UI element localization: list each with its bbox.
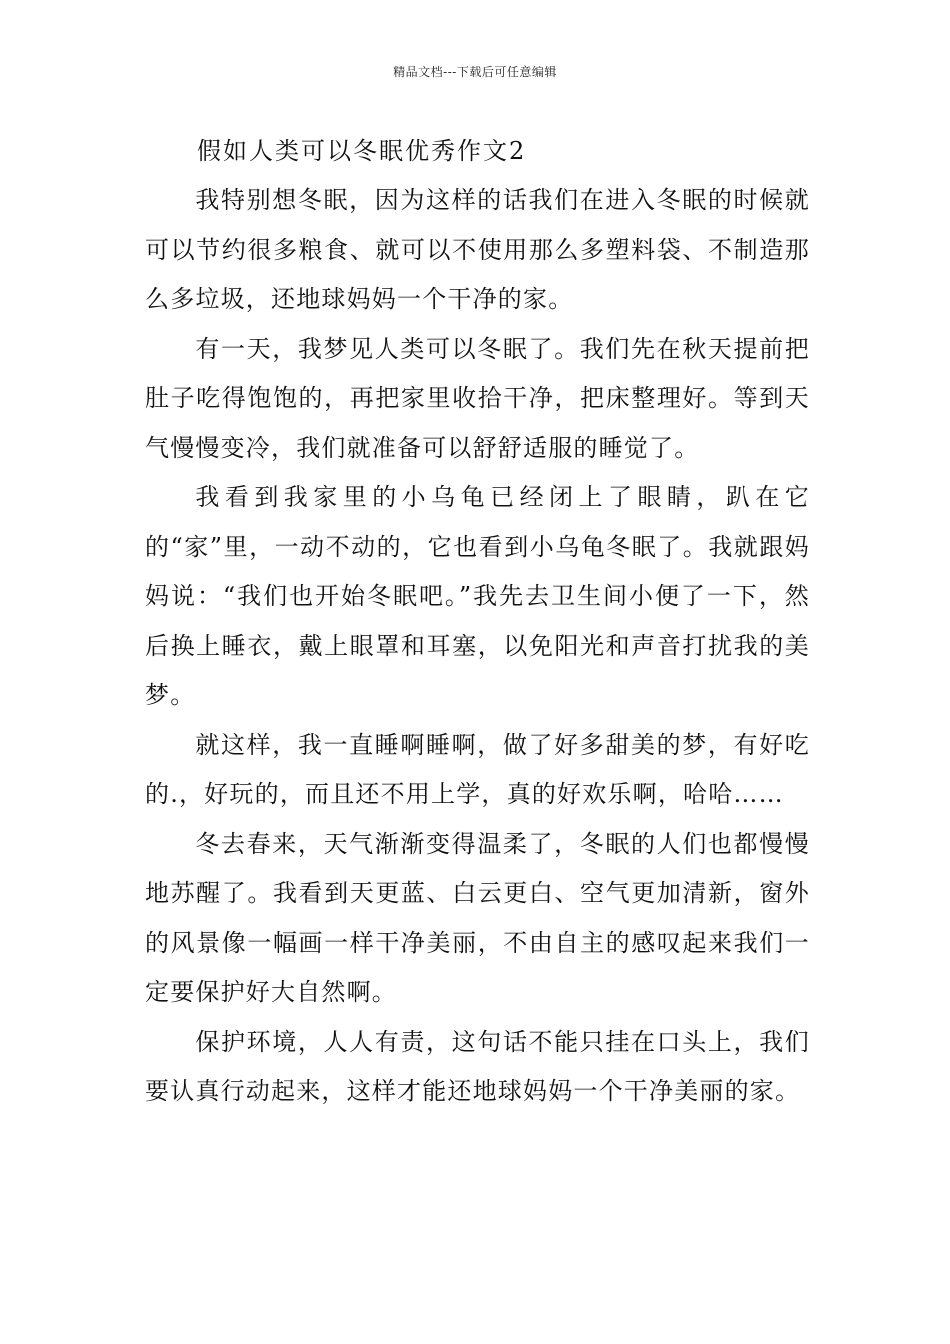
article-body bbox=[145, 126, 810, 1117]
paragraph-2: 有一天，我梦见人类可以冬眠了。我们先在秋天提前把肚子吃得饱饱的，再把家里收拾干净，把床整理好。等到天气慢慢变冷，我们就准备可以舒舒适服的睡觉了。 bbox=[145, 334, 810, 462]
paragraph-1: 我特别想冬眠，因为这样的话我们在进入冬眠的时候就可以节约很多粮食、就可以不使用那么多塑料袋、不制造那么多垃圾，还地球妈妈一个干净的家。 bbox=[145, 186, 810, 313]
paragraph-6: 保护环境，人人有责，这句话不能只挂在口头上，我们要认真行动起来，这样才能还地球妈妈一个干净美丽的家。 bbox=[145, 1027, 810, 1105]
paragraph-3: 我看到我家里的小乌龟已经闭上了眼睛，趴在它的“家”里，一动不动的，它也看到小乌龟冬眠了。我就跟妈妈说：“我们也开始冬眠吧。”我先去卫生间小便了一下，然后换上睡衣，戴上眼罩和耳塞，以免阳光和声音打扰我的美梦。 bbox=[145, 483, 810, 709]
article-title: 假如人类可以冬眠优秀作文2 bbox=[197, 137, 527, 165]
paragraph-5: 冬去春来，天气渐渐变得温柔了，冬眠的人们也都慢慢地苏醒了。我看到天更蓝、白云更白、空气更加清新，窗外的风景像一幅画一样干净美丽，不由自主的感叹起来我们一定要保护好大自然啊。 bbox=[145, 829, 810, 1006]
paragraph-4: 就这样，我一直睡啊睡啊，做了好多甜美的梦，有好吃的.，好玩的，而且还不用上学，真的好欢乐啊，哈哈…… bbox=[145, 730, 810, 808]
page-header: 精品文档---下载后可任意编辑 bbox=[393, 65, 557, 79]
